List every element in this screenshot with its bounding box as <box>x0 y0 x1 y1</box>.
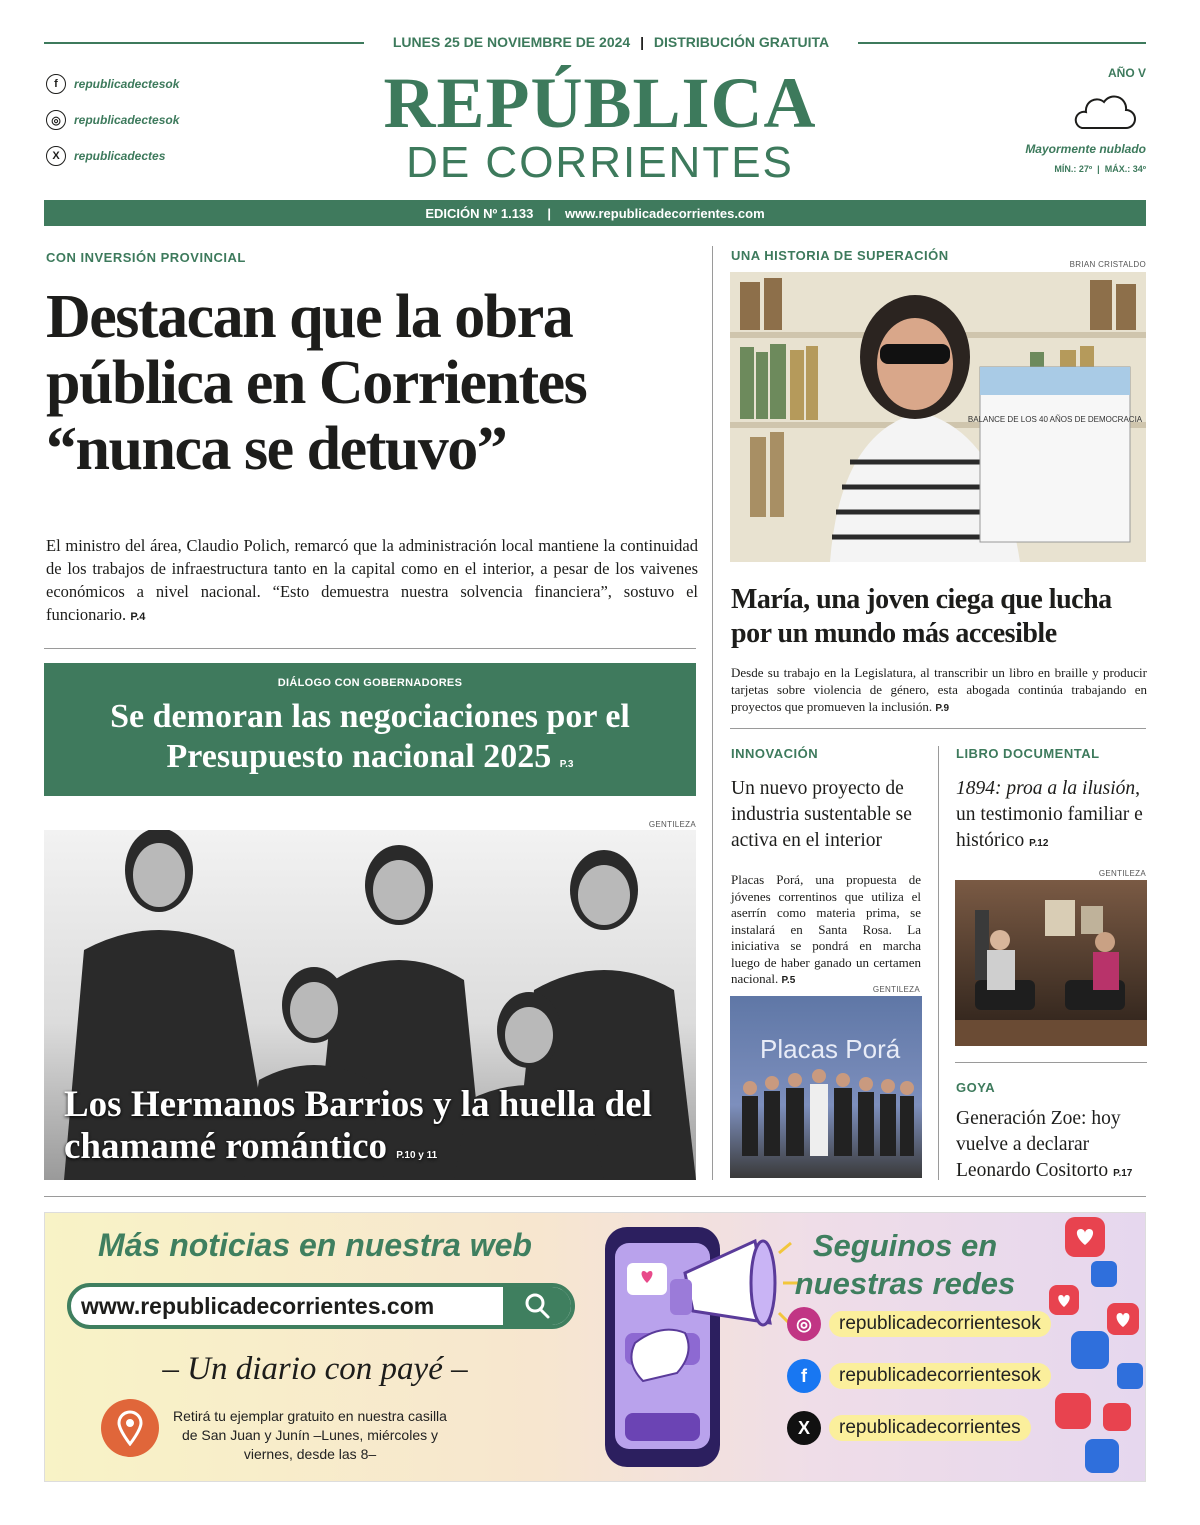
innovacion-body-text: Placas Porá, una propuesta de jóvenes correntinos que utiliza el aserrín como materia prima, se instalará en Santa Rosa. La iniciativa se pondrá en marcha luego de haber ganado un certamen nacional. <box>731 872 921 986</box>
promo-handles <box>787 1307 1051 1445</box>
placas-sign: Placas Porá <box>760 1034 901 1064</box>
masthead-title: REPÚBLICA <box>383 63 817 143</box>
maria-kicker: UNA HISTORIA DE SUPERACIÓN <box>731 248 949 263</box>
divider <box>44 648 696 649</box>
promo-handle-instagram[interactable] <box>787 1307 1051 1341</box>
budget-headline-wrap <box>64 697 676 785</box>
libro-headline-rest: , un testimonio familiar e histórico <box>956 778 1143 851</box>
search-icon <box>522 1291 552 1321</box>
maria-book-title: BALANCE DE LOS 40 AÑOS DE DEMOCRACIA <box>967 415 1143 424</box>
placas-photo <box>730 996 922 1178</box>
promo-pickup-info: Retirá tu ejemplar gratuito en nuestra casilla de San Juan y Junín –Lunes, miércoles y viernes, desde las 8– <box>173 1408 447 1462</box>
goya-headline-wrap[interactable] <box>956 1106 1148 1187</box>
promo-search-bar[interactable] <box>67 1283 575 1329</box>
facebook-icon: f <box>46 74 66 94</box>
promo-url[interactable]: www.republicadecorrientes.com <box>81 1292 435 1319</box>
innovacion-headline[interactable]: Un nuevo proyecto de industria sustentable se activa en el interior <box>731 778 912 851</box>
phone-megaphone-illustration <box>565 1213 805 1483</box>
promo-follow-title: Seguinos en nuestras redes <box>794 1228 1016 1301</box>
edition-website[interactable]: www.republicadecorrientes.com <box>565 205 765 221</box>
goya-kicker: GOYA <box>956 1080 996 1095</box>
heart-icon <box>1049 1217 1139 1431</box>
libro-illustration <box>955 880 1147 1046</box>
innovacion-body <box>731 872 921 990</box>
edition-number: EDICIÓN Nº 1.133 <box>425 205 534 221</box>
maria-page-ref[interactable]: P.9 <box>935 703 950 714</box>
barrios-page-ref: P.10 y 11 <box>396 1150 438 1161</box>
promo-web-title: Más noticias en nuestra web <box>98 1227 532 1263</box>
libro-kicker: LIBRO DOCUMENTAL <box>956 746 1100 761</box>
maria-photo-credit: BRIAN CRISTALDO <box>1069 260 1146 269</box>
photo-credit: GENTILEZA <box>648 820 696 829</box>
libro-page-ref: P.12 <box>1029 838 1049 849</box>
maria-body-text: Desde su trabajo en la Legislatura, al transcribir un libro en braille y producir tarjetas sobre violencia de género, esta abogada continúa trabajando en proyectos que promueven la inclusión. <box>731 665 1147 714</box>
column-divider <box>712 246 713 1180</box>
libro-photo <box>955 880 1147 1046</box>
x-icon: X <box>787 1411 821 1445</box>
instagram-icon: ◎ <box>787 1307 821 1341</box>
social-handle: republicadectes <box>74 149 166 163</box>
promo-handle-x[interactable] <box>787 1411 1051 1445</box>
masthead <box>380 63 820 187</box>
weather-minmax: MÍN.: 27º | MÁX.: 34º <box>1054 164 1146 174</box>
promo-handle-text: republicadecorrientesok <box>829 1363 1051 1389</box>
budget-box[interactable] <box>44 663 696 796</box>
header-rule-left <box>44 42 364 44</box>
social-handle: republicadectesok <box>74 77 180 91</box>
social-instagram[interactable] <box>46 110 179 130</box>
column-divider <box>938 746 939 1180</box>
budget-kicker: DIÁLOGO CON GOBERNADORES <box>277 677 463 689</box>
promo-slogan: – Un diario con payé – <box>162 1351 468 1387</box>
x-icon: X <box>46 146 66 166</box>
goya-headline: Generación Zoe: hoy vuelve a declarar Leonardo Cositorto <box>956 1108 1121 1181</box>
divider <box>44 1196 1146 1197</box>
cloud-icon <box>1068 92 1138 132</box>
social-handle: republicadectesok <box>74 113 180 127</box>
budget-headline: Se demoran las negociaciones por el Presupuesto nacional 2025 <box>110 698 630 775</box>
promo-banner <box>44 1212 1146 1482</box>
divider <box>730 728 1146 729</box>
map-pin-icon <box>116 1410 144 1446</box>
header-rule-right <box>858 42 1146 44</box>
goya-page-ref: P.17 <box>1113 1168 1133 1179</box>
year-label: AÑO V <box>1107 66 1146 80</box>
lead-kicker: CON INVERSIÓN PROVINCIAL <box>46 250 246 265</box>
divider <box>955 1062 1147 1063</box>
edition-band: EDICIÓN Nº 1.133 | www.republicadecorrientes.com <box>44 200 1146 226</box>
social-x[interactable] <box>46 146 179 166</box>
location-icon <box>101 1399 159 1457</box>
budget-page-ref: P.3 <box>559 759 574 770</box>
barrios-headline: Los Hermanos Barrios y la huella del chamamé romántico <box>64 1084 652 1167</box>
libro-headline[interactable] <box>956 776 1148 857</box>
maria-photo <box>730 272 1146 562</box>
maria-body <box>731 664 1147 717</box>
lead-page-ref[interactable]: P.4 <box>130 611 146 623</box>
libro-photo-credit: GENTILEZA <box>1098 869 1146 878</box>
innovacion-kicker: INNOVACIÓN <box>731 746 819 761</box>
libro-title: 1894: proa a la ilusión <box>956 778 1136 799</box>
lead-headline[interactable]: Destacan que la obra pública en Corrientes “nunca se detuvo” <box>46 283 587 483</box>
social-links <box>46 74 179 166</box>
reactions-decoration <box>1045 1213 1145 1481</box>
distribution-label: DISTRIBUCIÓN GRATUITA <box>653 34 830 50</box>
weather-desc: Mayormente nublado <box>1025 142 1146 156</box>
dateline-bar: LUNES 25 DE NOVIEMBRE DE 2024 | DISTRIBUCIÓN GRATUITA <box>392 34 830 50</box>
barrios-headline-wrap[interactable] <box>64 1084 664 1177</box>
social-facebook[interactable] <box>46 74 179 94</box>
facebook-icon: f <box>787 1359 821 1393</box>
promo-handle-text: republicadecorrientesok <box>829 1311 1051 1337</box>
instagram-icon: ◎ <box>46 110 66 130</box>
maria-illustration <box>730 272 1146 562</box>
placas-people <box>730 996 922 1178</box>
like-icon <box>1071 1261 1143 1473</box>
lead-body <box>46 534 698 629</box>
innovacion-photo-credit: GENTILEZA <box>872 985 920 994</box>
promo-handle-text: republicadecorrientes <box>829 1415 1031 1441</box>
promo-handle-facebook[interactable] <box>787 1359 1051 1393</box>
promo-search-button[interactable] <box>503 1287 571 1325</box>
dateline: LUNES 25 DE NOVIEMBRE DE 2024 <box>392 34 631 50</box>
innovacion-page-ref[interactable]: P.5 <box>781 975 796 986</box>
maria-headline[interactable]: María, una joven ciega que lucha por un mundo más accesible <box>731 584 1112 649</box>
lead-body-text: El ministro del área, Claudio Polich, remarcó que la administración local mantiene la continuidad de los trabajos de infraestructura tanto en la capital como en el interior, a pesar de los vaivenes económicos a nivel nacional. “Esto demuestra nuestra solvencia financiera”, sostuvo el funcionario. <box>46 536 698 624</box>
masthead-subtitle: DE CORRIENTES <box>406 138 794 187</box>
barrios-photo <box>44 830 696 1180</box>
